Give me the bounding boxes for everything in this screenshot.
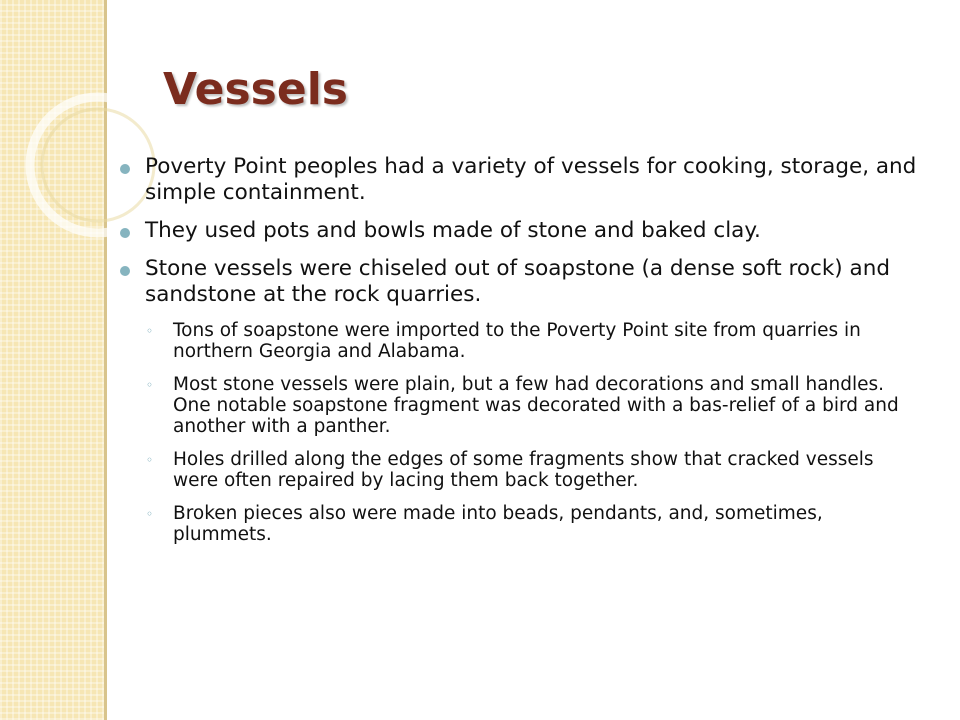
sub-bullet-text: Holes drilled along the edges of some fragments show that cracked vessels were often repaired by lacing them back together. <box>173 449 874 491</box>
bullet-dot-icon <box>120 228 130 238</box>
side-band-edge <box>104 0 107 720</box>
bullet-item <box>118 218 918 244</box>
sub-bullet-item <box>118 503 918 545</box>
bullet-dot-icon <box>120 164 130 174</box>
bullet-text: They used pots and bowls made of stone and baked clay. <box>145 218 761 243</box>
slide-title: Vessels <box>163 64 348 115</box>
ring-bullet-icon: ◦ <box>146 507 154 521</box>
sub-bullet-text: Most stone vessels were plain, but a few had decorations and small handles. One notable soapstone fragment was decorated with a bas-relief of a bird and another with a panther. <box>173 374 899 437</box>
bullet-item <box>118 154 918 206</box>
sub-bullet-item <box>118 374 918 437</box>
sub-bullet-item <box>118 449 918 491</box>
bullet-item <box>118 256 918 308</box>
sub-bullet-item <box>118 320 918 362</box>
ring-bullet-icon: ◦ <box>146 453 154 467</box>
ring-bullet-icon: ◦ <box>146 324 154 338</box>
sub-bullet-text: Tons of soapstone were imported to the Poverty Point site from quarries in northern Georgia and Alabama. <box>173 320 861 362</box>
bullet-dot-icon <box>120 266 130 276</box>
bullet-text: Poverty Point peoples had a variety of vessels for cooking, storage, and simple containment. <box>145 154 917 205</box>
bullet-text: Stone vessels were chiseled out of soapstone (a dense soft rock) and sandstone at the rock quarries. <box>145 256 890 307</box>
decorative-side-band <box>0 0 107 720</box>
ring-bullet-icon: ◦ <box>146 378 154 392</box>
bullet-list <box>118 154 918 557</box>
sub-bullet-text: Broken pieces also were made into beads, pendants, and, sometimes, plummets. <box>173 503 823 545</box>
